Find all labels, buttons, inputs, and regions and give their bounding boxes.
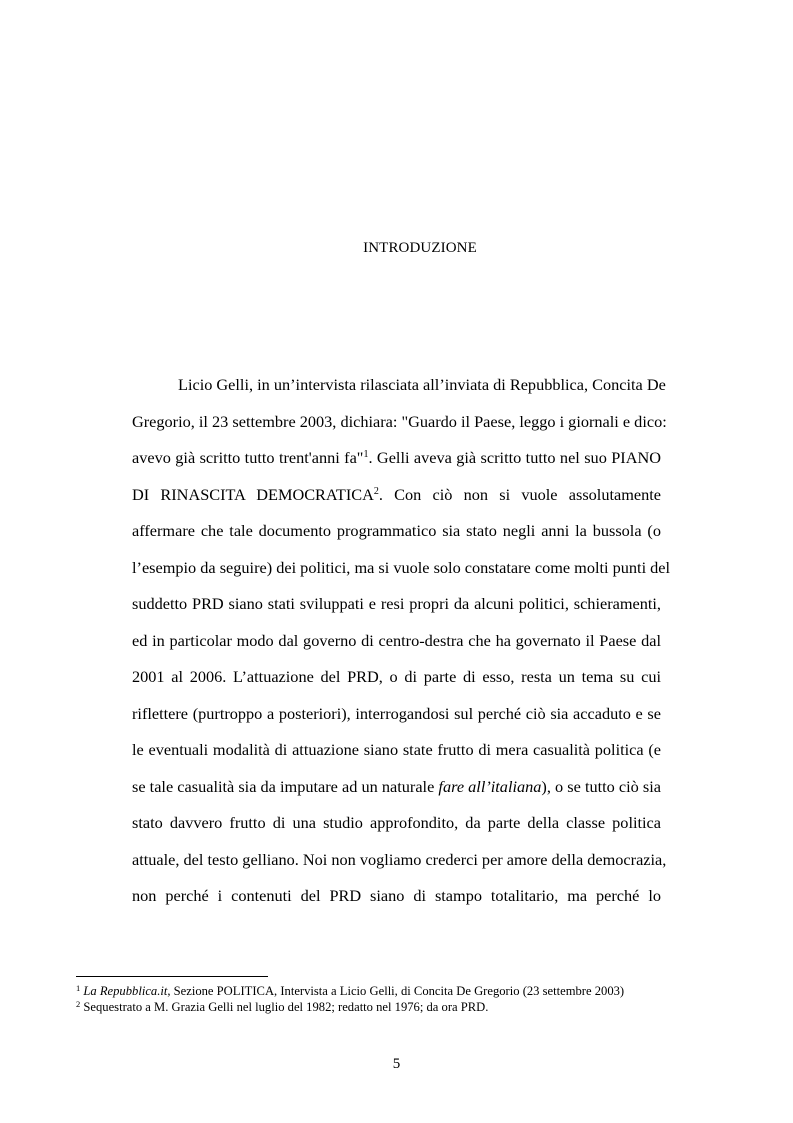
footnote-number: 2 <box>76 999 81 1009</box>
footnote-number: 1 <box>76 983 81 993</box>
footnote-2 <box>76 999 716 1015</box>
footnotes <box>76 983 716 1015</box>
paragraph-line: l’esempio da seguire) dei politici, ma si vuole solo constatare come molti punti del <box>132 557 671 577</box>
footnote-source: La Repubblica.it <box>83 984 168 998</box>
paragraph-line: attuale, del testo gelliano. Noi non vogliamo crederci per amore della democrazia, <box>132 849 667 869</box>
line-text: avevo già scritto tutto trent'anni fa" <box>132 448 364 467</box>
italic-phrase: fare all’italiana <box>438 776 542 796</box>
paragraph-line: stato davvero frutto di una studio approfondito, da parte della classe politica <box>132 813 661 832</box>
paragraph-line: affermare che tale documento programmatico sia stato negli anni la bussola (o <box>132 521 661 540</box>
paragraph-line <box>132 477 661 514</box>
footnote-text: , Sezione POLITICA, Intervista a Licio Gelli, di Concita De Gregorio (23 settembre 2003) <box>167 984 625 998</box>
paragraph-line: ed in particolar modo dal governo di centro-destra che ha governato il Paese dal <box>132 630 661 650</box>
paragraph-line: Gregorio, il 23 settembre 2003, dichiara: "Guardo il Paese, leggo i giornali e dico: <box>132 411 667 431</box>
chapter-heading: INTRODUZIONE <box>363 240 477 256</box>
footnote-reference[interactable]: 2 <box>373 485 379 497</box>
paragraph-line: suddetto PRD siano stati sviluppati e resi propri da alcuni politici, schieramenti, <box>132 594 661 613</box>
paragraph-line: Licio Gelli, in un’intervista rilasciata all’inviata di Repubblica, Concita De <box>178 375 666 394</box>
footnote-1 <box>76 983 716 999</box>
paragraph-line: riflettere (purtroppo a posteriori), interrogandosi sul perché ciò sia accaduto e se <box>132 703 661 723</box>
footnote-reference[interactable]: 1 <box>363 449 369 460</box>
line-text: . Con ciò non si vuole assolutamente <box>378 484 661 504</box>
paragraph-line: 2001 al 2006. L’attuazione del PRD, o di parte di esso, resta un tema su cui <box>132 667 661 686</box>
line-text: ), o se tutto ciò sia <box>541 776 661 796</box>
paragraph-line: le eventuali modalità di attuazione siano state frutto di mera casualità politica (e <box>132 740 661 759</box>
footnote-separator <box>76 976 268 977</box>
footnote-text: Sequestrato a M. Grazia Gelli nel luglio del 1982; redatto nel 1976; da ora PRD. <box>83 1000 489 1014</box>
paragraph-line <box>132 440 661 477</box>
line-text: . Gelli aveva già scritto tutto nel suo PIANO <box>368 448 661 467</box>
paragraph-line <box>132 769 661 806</box>
body-paragraph <box>132 367 671 915</box>
line-text: se tale casualità sia da imputare ad un naturale <box>132 776 439 796</box>
page-number: 5 <box>392 1056 401 1072</box>
line-text: DI RINASCITA DEMOCRATICA <box>132 484 374 504</box>
paragraph-line: non perché i contenuti del PRD siano di stampo totalitario, ma perché lo <box>132 886 661 905</box>
